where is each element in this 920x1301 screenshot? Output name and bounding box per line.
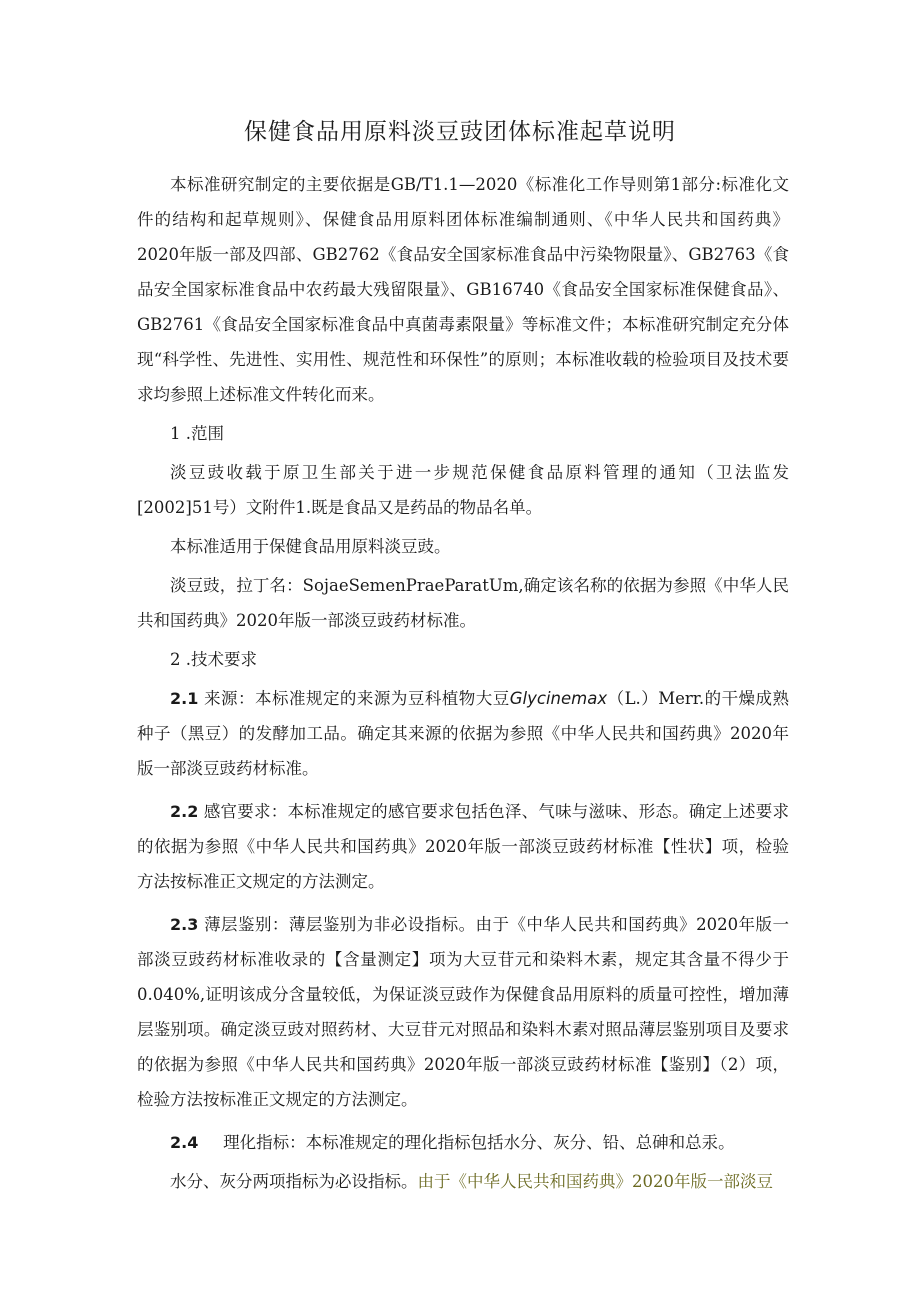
section-2-4-paragraph [137, 1125, 789, 1160]
section-1-paragraph-1: 淡豆豉收载于原卫生部关于进一步规范保健食品原料管理的通知（卫法监发[2002]51号）文附件1.既是食品又是药品的物品名单。 [137, 463, 789, 517]
section-2-2-paragraph [137, 794, 789, 899]
section-2-2-text: 感官要求：本标准规定的感官要求包括色泽、气味与滋味、形态。确定上述要求的依据为参照《中华人民共和国药典》2020年版一部淡豆豉药材标准【性状】项，检验方法按标准正文规定的方法测定。 [137, 802, 790, 891]
section-2-heading: 2 .技术要求 [170, 650, 257, 669]
section-2-1-text-b: （L.）Merr.的干燥成熟种子（黑豆）的发酵加工品。确定其来源的依据为参照《中华人民共和国药典》2020年版一部淡豆豉药材标准。 [137, 689, 790, 778]
section-2-2-number: 2.2 [170, 802, 199, 821]
document-title: 保健食品用原料淡豆豉团体标准起草说明 [244, 119, 676, 145]
document-body [137, 167, 789, 1203]
section-1-paragraph-2: 本标准适用于保健食品用原料淡豆豉。 [170, 537, 451, 556]
section-2-3-paragraph [137, 907, 789, 1117]
section-2-1-paragraph [137, 681, 789, 786]
section-2-1-number: 2.1 [170, 689, 199, 708]
section-2-4-text: 理化指标：本标准规定的理化指标包括水分、灰分、铅、总砷和总汞。 [223, 1133, 735, 1152]
section-2-3-text: 薄层鉴别：薄层鉴别为非必设指标。由于《中华人民共和国药典》2020年版一部淡豆豉药材标准收录的【含量测定】项为大豆苷元和染料木素，规定其含量不得少于0.040%,证明该成分含量较低，为保证淡豆豉作为保健食品用原料的质量可控性，增加薄层鉴别项。确定淡豆豉对照药材、大豆苷元对照品和染料木素对照品薄层鉴别项目及要求的依据为参照《中华人民共和国药典》2020年版一部淡豆豉药材标准【鉴别】（2）项，检验方法按标准正文规定的方法测定。 [137, 915, 789, 1109]
latin-name: Glycinemax [509, 689, 608, 708]
section-2-4-number: 2.4 [170, 1133, 199, 1152]
last-paragraph-text-a: 水分、灰分两项指标为必设指标。 [170, 1172, 418, 1191]
section-2-3-number: 2.3 [170, 915, 199, 934]
last-paragraph [137, 1164, 789, 1199]
intro-paragraph: 本标准研究制定的主要依据是GB/T1.1—2020《标准化工作导则第1部分:标准化文件的结构和起草规则》、保健食品用原料团体标准编制通则、《中华人民共和国药典》2020年版一部及四部、GB2762《食品安全国家标准食品中污染物限量》、GB2763《食品安全国家标准食品中农药最大残留限量》、GB16740《食品安全国家标准保健食品》、GB2761《食品安全国家标准食品中真菌毒素限量》等标准文件；本标准研究制定充分体现“科学性、先进性、实用性、规范性和环保性”的原则；本标准收载的检验项目及技术要求均参照上述标准文件转化而来。 [137, 175, 789, 404]
section-1-paragraph-3: 淡豆豉，拉丁名：SojaeSemenPraeParatUm,确定该名称的依据为参照《中华人民共和国药典》2020年版一部淡豆豉药材标准。 [137, 576, 789, 630]
section-2-1-text-a: 来源：本标准规定的来源为豆科植物大豆 [204, 689, 510, 708]
last-paragraph-highlight: 由于《中华人民共和国药典》2020年版一部淡豆 [417, 1172, 773, 1191]
section-1-heading: 1 .范围 [170, 424, 224, 443]
